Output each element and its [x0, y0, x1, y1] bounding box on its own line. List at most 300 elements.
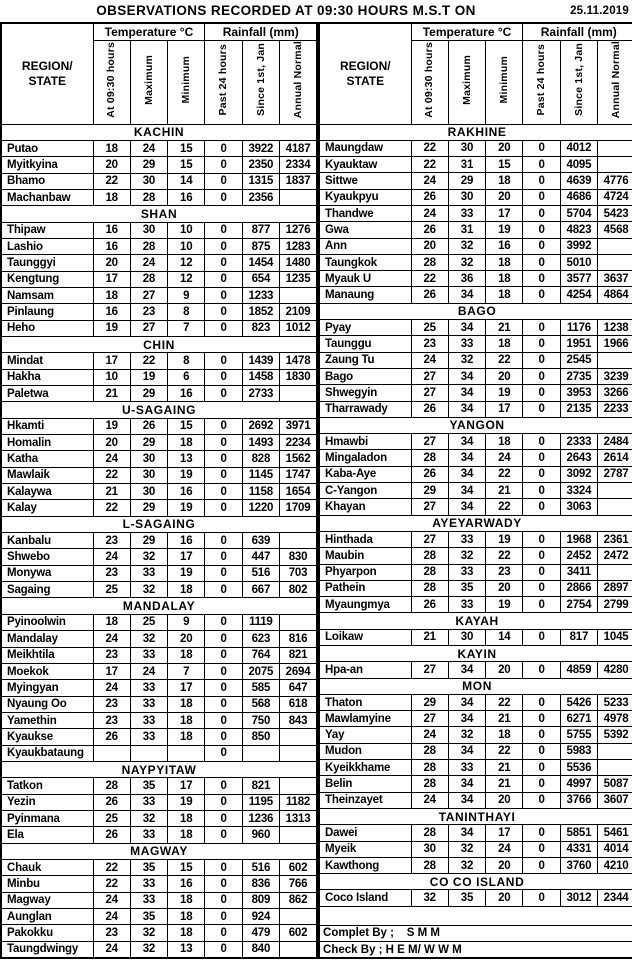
station-name: Mudon [319, 743, 411, 759]
station-name: Ann [319, 238, 411, 254]
value-cell: 20 [486, 857, 523, 873]
value-cell: 12 [168, 271, 205, 287]
value-cell: 17 [486, 205, 523, 221]
value-cell: 18 [486, 727, 523, 743]
station-name: Maungdaw [319, 140, 411, 156]
value-cell: 19 [93, 418, 130, 434]
station-name: Machanbaw [1, 189, 93, 205]
station-row [319, 760, 632, 776]
right-table-body [319, 124, 632, 958]
station-name: Magway [1, 892, 93, 908]
value-cell: 1562 [280, 451, 318, 467]
value-cell: 479 [242, 925, 279, 941]
station-row [1, 582, 317, 598]
station-name: Shwebo [1, 549, 93, 565]
value-cell: 3971 [280, 418, 318, 434]
value-cell: 1968 [560, 531, 597, 547]
value-cell: 0 [205, 778, 242, 794]
value-cell: 1158 [242, 484, 279, 500]
value-cell: 33 [130, 696, 167, 712]
value-cell: 34 [448, 385, 485, 401]
station-row [1, 467, 317, 483]
value-cell: 28 [130, 271, 167, 287]
value-cell: 3411 [560, 564, 597, 580]
value-cell: 2897 [598, 580, 632, 596]
value-cell: 23 [411, 336, 448, 352]
station-row [1, 712, 317, 728]
value-cell: 5010 [560, 254, 597, 270]
value-cell: 0 [523, 743, 560, 759]
value-cell: 0 [205, 909, 242, 925]
value-cell: 24 [411, 173, 448, 189]
value-cell: 0 [523, 385, 560, 401]
station-name: Yezin [1, 794, 93, 810]
value-cell: 17 [93, 663, 130, 679]
station-row [319, 711, 632, 727]
station-name: Myaungmya [319, 597, 411, 613]
value-cell: 2350 [242, 157, 279, 173]
value-cell: 28 [411, 548, 448, 564]
station-row [1, 255, 317, 271]
value-cell: 19 [486, 385, 523, 401]
value-cell: 16 [486, 238, 523, 254]
section-title: NAYPYITAW [1, 761, 317, 777]
station-row [319, 825, 632, 841]
value-cell: 0 [523, 580, 560, 596]
section-row-l-sagaing [1, 516, 317, 532]
station-row [1, 827, 317, 843]
region-state-header [1, 23, 93, 124]
value-cell: 14 [168, 173, 205, 189]
value-cell: 4331 [560, 841, 597, 857]
value-cell: 20 [486, 140, 523, 156]
value-cell: 3953 [560, 385, 597, 401]
value-cell: 1012 [280, 320, 318, 336]
station-name: Namsam [1, 287, 93, 303]
value-cell: 1951 [560, 336, 597, 352]
station-row [1, 451, 317, 467]
section-title: MON [319, 678, 632, 694]
value-cell: 15 [168, 157, 205, 173]
col-header-past-24: Past 24 hours [205, 40, 242, 124]
value-cell: 27 [411, 385, 448, 401]
value-cell: 1233 [242, 287, 279, 303]
station-name: Hakha [1, 369, 93, 385]
value-cell: 1283 [280, 238, 318, 254]
value-cell: 33 [130, 876, 167, 892]
value-cell: 18 [486, 173, 523, 189]
page-title: OBSERVATIONS RECORDED AT 09:30 HOURS M.S.T ON [96, 3, 476, 18]
value-cell: 5851 [560, 825, 597, 841]
section-row-shan [1, 206, 317, 222]
station-row [319, 320, 632, 336]
value-cell: 802 [280, 582, 318, 598]
value-cell: 18 [168, 696, 205, 712]
value-cell: 1045 [598, 629, 632, 645]
station-name: Taungkok [319, 254, 411, 270]
value-cell [280, 533, 318, 549]
value-cell: 2234 [280, 435, 318, 451]
value-cell: 4210 [598, 857, 632, 873]
station-name: Mandalay [1, 631, 93, 647]
value-cell: 33 [448, 597, 485, 613]
section-row-u-sagaing [1, 402, 317, 418]
value-cell: 0 [205, 500, 242, 516]
value-cell: 20 [486, 792, 523, 808]
station-name: Myeik [319, 841, 411, 857]
value-cell: 1182 [280, 794, 318, 810]
value-cell: 25 [130, 614, 167, 630]
value-cell: 34 [448, 743, 485, 759]
station-row [1, 418, 317, 434]
region-header-line1: REGION/ [21, 58, 73, 73]
value-cell: 0 [523, 890, 560, 906]
station-row [1, 533, 317, 549]
value-cell: 0 [205, 696, 242, 712]
value-cell: 15 [486, 157, 523, 173]
value-cell: 22 [93, 876, 130, 892]
value-cell: 4978 [598, 711, 632, 727]
value-cell: 28 [411, 254, 448, 270]
col-header-past-24: Past 24 hours [523, 40, 560, 124]
value-cell: 16 [168, 386, 205, 402]
station-row [1, 435, 317, 451]
value-cell: 2333 [560, 434, 597, 450]
observations-table-left [0, 22, 318, 959]
col-header-minimum: Minimum [486, 40, 523, 124]
value-cell: 16 [93, 238, 130, 254]
value-cell: 22 [93, 467, 130, 483]
value-cell: 29 [130, 533, 167, 549]
value-cell: 0 [523, 711, 560, 727]
station-name: Kyeikkhame [319, 760, 411, 776]
station-row [1, 173, 317, 189]
value-cell: 875 [242, 238, 279, 254]
value-cell: 24 [93, 941, 130, 958]
value-cell: 2787 [598, 466, 632, 482]
station-name: Hinthada [319, 531, 411, 547]
col-header-maximum: Maximum [448, 40, 485, 124]
value-cell: 20 [486, 890, 523, 906]
value-cell: 0 [205, 549, 242, 565]
group-header-row [1, 23, 317, 40]
value-cell: 2733 [242, 386, 279, 402]
value-cell: 32 [130, 549, 167, 565]
station-name: Mindat [1, 353, 93, 369]
value-cell: 836 [242, 876, 279, 892]
section-title: YANGON [319, 417, 632, 433]
section-title: KACHIN [1, 124, 317, 140]
value-cell: 32 [448, 727, 485, 743]
section-title: MANDALAY [1, 598, 317, 614]
value-cell: 0 [205, 533, 242, 549]
value-cell: 18 [93, 287, 130, 303]
value-cell: 34 [448, 466, 485, 482]
station-name: Kanbalu [1, 533, 93, 549]
station-name: Ela [1, 827, 93, 843]
value-cell: 26 [93, 827, 130, 843]
value-cell: 16 [168, 876, 205, 892]
value-cell: 0 [523, 271, 560, 287]
station-row [1, 647, 317, 663]
value-cell: 1966 [598, 336, 632, 352]
section-title: KAYIN [319, 646, 632, 662]
value-cell: 0 [523, 238, 560, 254]
station-name: Taungdwingy [1, 941, 93, 958]
section-title: RAKHINE [319, 124, 632, 140]
value-cell: 18 [486, 287, 523, 303]
value-cell [242, 745, 279, 761]
station-name: Shwegyin [319, 385, 411, 401]
value-cell: 1238 [598, 320, 632, 336]
value-cell: 1747 [280, 467, 318, 483]
value-cell: 602 [280, 925, 318, 941]
station-name: Gwa [319, 222, 411, 238]
spacer-row [319, 906, 632, 925]
value-cell: 21 [93, 484, 130, 500]
col-header-annual-normal: Annual Normal [280, 40, 318, 124]
value-cell: 0 [205, 745, 242, 761]
value-cell: 0 [205, 712, 242, 728]
value-cell: 20 [93, 435, 130, 451]
value-cell: 0 [205, 810, 242, 826]
station-name: Yay [319, 727, 411, 743]
value-cell: 1852 [242, 304, 279, 320]
value-cell: 27 [411, 531, 448, 547]
value-cell: 4859 [560, 662, 597, 678]
value-cell: 35 [130, 778, 167, 794]
value-cell: 26 [93, 729, 130, 745]
station-name: Phyarpon [319, 564, 411, 580]
value-cell: 960 [242, 827, 279, 843]
station-row [319, 580, 632, 596]
value-cell: 4254 [560, 287, 597, 303]
value-cell: 2614 [598, 450, 632, 466]
value-cell: 3012 [560, 890, 597, 906]
value-cell [280, 745, 318, 761]
value-cell: 27 [411, 662, 448, 678]
value-cell: 21 [486, 320, 523, 336]
value-cell: 24 [93, 909, 130, 925]
value-cell: 2075 [242, 663, 279, 679]
value-cell: 4012 [560, 140, 597, 156]
station-name: Manaung [319, 287, 411, 303]
value-cell: 7 [168, 663, 205, 679]
station-row [1, 353, 317, 369]
value-cell: 3607 [598, 792, 632, 808]
checked-by-note-row [319, 942, 632, 958]
section-title: SHAN [1, 206, 317, 222]
value-cell: 4686 [560, 189, 597, 205]
group-header-row [319, 23, 632, 40]
section-row-magway [1, 843, 317, 859]
section-title: BAGO [319, 303, 632, 319]
station-name: Kyaukbataung [1, 745, 93, 761]
value-cell: 3239 [598, 368, 632, 384]
value-cell: 0 [205, 582, 242, 598]
value-cell: 764 [242, 647, 279, 663]
value-cell: 24 [411, 727, 448, 743]
station-row [319, 597, 632, 613]
value-cell: 18 [486, 254, 523, 270]
station-row [1, 157, 317, 173]
section-title: AYEYARWADY [319, 515, 632, 531]
section-title: CO CO ISLAND [319, 874, 632, 890]
value-cell: 24 [93, 451, 130, 467]
station-row [1, 287, 317, 303]
value-cell: 18 [93, 189, 130, 205]
station-row [1, 794, 317, 810]
rainfall-group-header: Rainfall (mm) [205, 23, 317, 40]
value-cell: 4639 [560, 173, 597, 189]
value-cell: 4776 [598, 173, 632, 189]
value-cell: 22 [93, 500, 130, 516]
value-cell [280, 386, 318, 402]
value-cell [280, 778, 318, 794]
station-row [319, 857, 632, 873]
station-row [1, 859, 317, 875]
value-cell: 18 [486, 271, 523, 287]
section-row-co-co-island [319, 874, 632, 890]
value-cell: 3324 [560, 483, 597, 499]
value-cell: 29 [130, 500, 167, 516]
value-cell: 0 [205, 876, 242, 892]
value-cell: 24 [486, 841, 523, 857]
value-cell: 28 [93, 778, 130, 794]
value-cell: 4724 [598, 189, 632, 205]
value-cell: 23 [93, 712, 130, 728]
value-cell: 28 [411, 564, 448, 580]
value-cell: 28 [411, 776, 448, 792]
value-cell [280, 189, 318, 205]
value-cell: 816 [280, 631, 318, 647]
value-cell: 29 [411, 483, 448, 499]
value-cell: 14 [486, 629, 523, 645]
value-cell: 4280 [598, 662, 632, 678]
value-cell: 32 [448, 238, 485, 254]
station-row [1, 369, 317, 385]
value-cell: 25 [93, 582, 130, 598]
temperature-group-header: Temperature °C [93, 23, 205, 40]
value-cell: 24 [93, 549, 130, 565]
value-cell: 0 [523, 287, 560, 303]
value-cell: 31 [448, 157, 485, 173]
value-cell: 3577 [560, 271, 597, 287]
value-cell: 3766 [560, 792, 597, 808]
value-cell: 19 [130, 369, 167, 385]
value-cell: 23 [93, 647, 130, 663]
value-cell: 0 [205, 157, 242, 173]
value-cell: 703 [280, 565, 318, 581]
value-cell: 20 [168, 631, 205, 647]
value-cell: 823 [242, 320, 279, 336]
station-name: Taunggyi [1, 255, 93, 271]
spacer-cell [319, 906, 632, 925]
station-name: Bago [319, 368, 411, 384]
value-cell: 0 [205, 418, 242, 434]
value-cell: 18 [168, 647, 205, 663]
value-cell: 602 [280, 859, 318, 875]
value-cell: 22 [93, 173, 130, 189]
value-cell: 34 [448, 711, 485, 727]
value-cell [598, 564, 632, 580]
station-name: Coco Island [319, 890, 411, 906]
value-cell: 0 [523, 189, 560, 205]
value-cell: 1145 [242, 467, 279, 483]
value-cell [280, 909, 318, 925]
value-cell: 36 [448, 271, 485, 287]
value-cell: 766 [280, 876, 318, 892]
value-cell: 24 [130, 663, 167, 679]
value-cell: 0 [205, 189, 242, 205]
value-cell: 2334 [280, 157, 318, 173]
station-name: Thipaw [1, 222, 93, 238]
value-cell: 924 [242, 909, 279, 925]
station-row [1, 941, 317, 958]
left-table-body [1, 124, 317, 958]
value-cell: 35 [448, 890, 485, 906]
value-cell: 1837 [280, 173, 318, 189]
value-cell: 20 [486, 662, 523, 678]
station-row [1, 810, 317, 826]
value-cell: 19 [168, 565, 205, 581]
value-cell: 0 [205, 255, 242, 271]
value-cell: 0 [523, 222, 560, 238]
value-cell: 809 [242, 892, 279, 908]
value-cell: 568 [242, 696, 279, 712]
section-row-chin [1, 336, 317, 352]
col-header-since-jan: Since 1st, Jan [560, 40, 597, 124]
value-cell: 34 [448, 792, 485, 808]
value-cell: 30 [130, 467, 167, 483]
value-cell: 10 [168, 238, 205, 254]
value-cell: 24 [486, 450, 523, 466]
completed-by-note: Complet By ; S M M [319, 925, 632, 941]
value-cell: 18 [486, 336, 523, 352]
value-cell: 5461 [598, 825, 632, 841]
section-row-rakhine [319, 124, 632, 140]
value-cell: 33 [130, 680, 167, 696]
value-cell: 0 [523, 434, 560, 450]
value-cell: 516 [242, 565, 279, 581]
value-cell: 3063 [560, 499, 597, 515]
value-cell: 1119 [242, 614, 279, 630]
rainfall-group-header: Rainfall (mm) [523, 23, 632, 40]
observations-table-right [318, 22, 632, 959]
value-cell: 5423 [598, 205, 632, 221]
value-cell: 0 [205, 565, 242, 581]
value-cell [280, 614, 318, 630]
value-cell: 2472 [598, 548, 632, 564]
station-name: Monywa [1, 565, 93, 581]
value-cell: 7 [168, 320, 205, 336]
value-cell: 16 [168, 189, 205, 205]
value-cell: 667 [242, 582, 279, 598]
value-cell: 13 [168, 941, 205, 958]
value-cell: 20 [93, 255, 130, 271]
value-cell: 28 [130, 189, 167, 205]
value-cell: 0 [523, 548, 560, 564]
value-cell: 32 [448, 352, 485, 368]
col-header-annual-normal: Annual Normal [598, 40, 632, 124]
value-cell: 23 [486, 564, 523, 580]
value-cell: 33 [130, 712, 167, 728]
station-name: Heho [1, 320, 93, 336]
station-row [1, 909, 317, 925]
value-cell: 29 [448, 173, 485, 189]
value-cell: 33 [130, 647, 167, 663]
value-cell: 32 [448, 857, 485, 873]
